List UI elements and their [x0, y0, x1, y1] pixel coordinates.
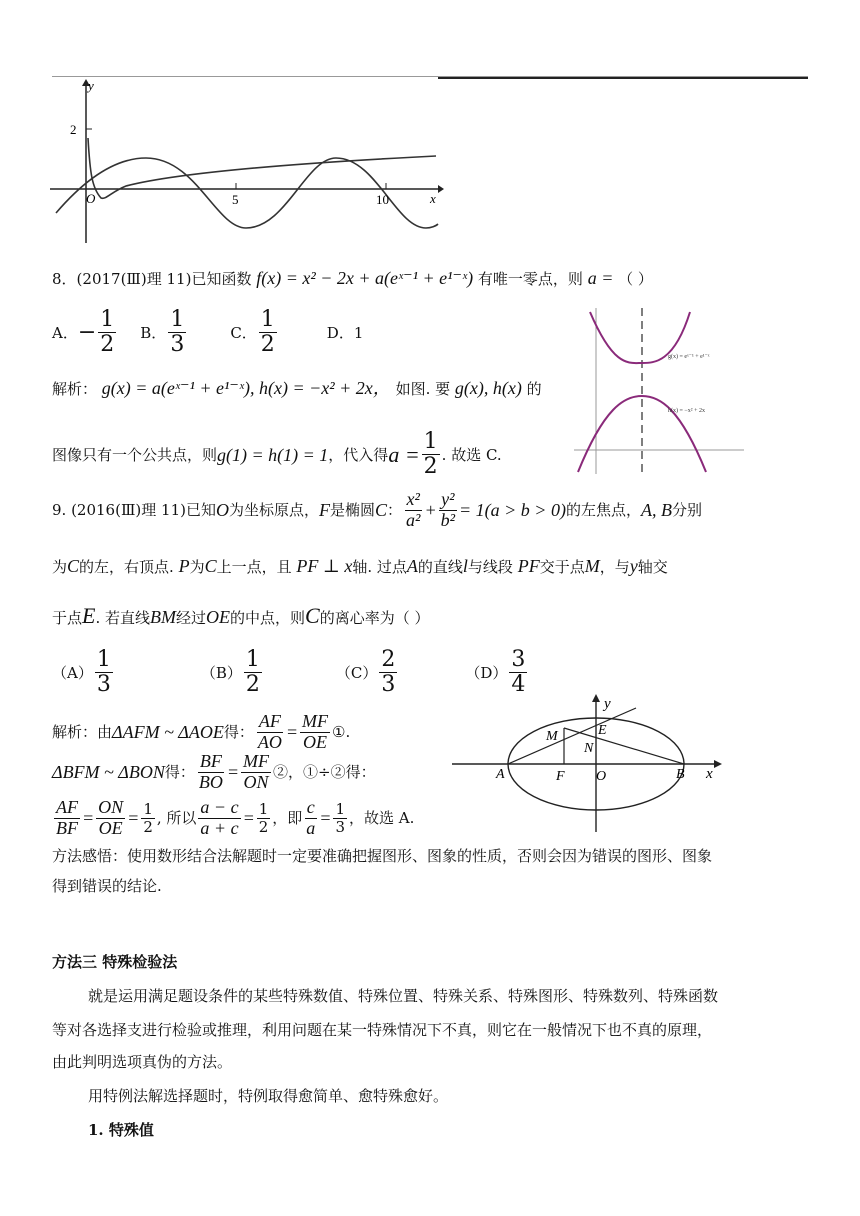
- method3-p1-line3: 由此判明选项真伪的方法。: [52, 1053, 233, 1071]
- q9-solution-line1: [52, 712, 350, 753]
- q8-analysis-end: . 故选 C.: [441, 445, 502, 464]
- q9-M: M: [584, 556, 600, 576]
- q9-sol-f8: $\frac{c}{a}$: [306, 797, 316, 838]
- q9-sol-f5: $\frac{AF}{BF}$: [56, 797, 78, 838]
- q9-sol-prefix: 解析：由: [52, 723, 113, 742]
- q8-function-graph: [574, 308, 744, 474]
- q8-analysis-formula: g(x) = a(eˣ⁻¹ + e¹⁻ˣ), h(x) = −x² + 2x，: [101, 378, 391, 398]
- q9-P: P: [178, 556, 190, 576]
- q9-l1-b: 为坐标原点，: [228, 501, 319, 520]
- q9-E: E: [82, 603, 96, 628]
- method3-p1-line2: 等对各选择支进行检验或推理，利用问题在某一特殊情况下不真，则它在一般情况下也不真的原理，: [52, 1021, 713, 1039]
- fig-A-label: A: [496, 767, 505, 782]
- q9-sol-sim1: ΔAFM ~ ΔAOE: [112, 722, 224, 743]
- q9-PF-perp: PF ⊥ x: [296, 556, 353, 576]
- fig-x-label: x: [706, 766, 713, 782]
- q9-opt-a-frac: $\frac{1}{3}$: [96, 647, 111, 698]
- q9-l2-c: 为: [189, 558, 205, 576]
- q9-F: F: [319, 500, 330, 521]
- q9-sol-f3: $\frac{BF}{BO}$: [198, 751, 223, 792]
- q8-opt-a-frac: $\frac{1}{2}$: [100, 307, 115, 358]
- graph1-origin: O: [86, 191, 96, 206]
- q8-analysis-de: 的: [526, 380, 542, 398]
- q8-analysis-eq: g(1) = h(1) = 1: [217, 444, 329, 465]
- q9-sol-f4: $\frac{MF}{ON}$: [243, 751, 270, 792]
- q8-stem: [52, 268, 653, 289]
- q9-stem-line1: 9. (2016(Ⅲ)理 11)已知 O 为坐标原点， F 是椭圆 C ： $\frac{\text{x²}}{\text{a²}}$ + $\frac{\text{y²}}{\text{b²}}$ = 1(a > b > 0) 的左焦点， A, B 分别: [52, 489, 702, 530]
- q9-l3-a: 于点: [52, 609, 83, 627]
- q9-l2-a: 为: [52, 558, 68, 576]
- ellipse-figure: [452, 692, 732, 834]
- q9-C: C: [375, 500, 388, 521]
- fig-N-label: N: [584, 741, 594, 756]
- q9-BM: BM: [150, 607, 177, 627]
- q9-opt-d-label: （D）: [465, 663, 508, 682]
- graph1-tick-10: 10: [376, 192, 389, 207]
- q8-analysis-line2: [52, 430, 502, 479]
- q9-sol-mark2: ②，①÷②得：: [273, 763, 376, 782]
- q9-l3-c: 经过: [176, 609, 207, 627]
- q9-l3-d: 的中点，则: [230, 609, 306, 627]
- fig-O-label: O: [596, 769, 607, 784]
- q9-l1-c: 是椭圆: [330, 501, 376, 520]
- q9-sol-eq2: =: [226, 762, 240, 783]
- q8-opt-a-sign: −: [77, 319, 97, 345]
- q8-analysis-prefix: 解析：: [52, 380, 98, 398]
- q9-l2-h: 交于点: [539, 558, 585, 576]
- q9-solution-line2: [52, 752, 376, 793]
- q9-sol-half1: $\frac{1}{2}$: [143, 800, 153, 836]
- insight-line2: 得到错误的结论.: [52, 877, 162, 895]
- q8-analysis-frac: $\frac{1}{2}$: [423, 429, 438, 480]
- method3-p2: 用特例法解选择题时，特例取得愈简单、愈特殊愈好。: [88, 1087, 449, 1105]
- q9-solution-line3: [52, 798, 414, 839]
- fig-M-label: M: [546, 729, 558, 744]
- q8-stem-prefix: 8．(2017(Ⅲ)理 11)已知函数: [52, 270, 252, 288]
- q9-l1-a: 9. (2016(Ⅲ)理 11)已知: [52, 501, 216, 520]
- method3-sub1: 1. 特殊值: [88, 1121, 154, 1139]
- q8-opt-b-frac: $\frac{1}{3}$: [170, 307, 185, 358]
- q9-l2-f: 的直线: [417, 558, 463, 576]
- q9-AB: A, B: [640, 500, 672, 521]
- q9-l2-b: 的左，右顶点.: [79, 558, 174, 576]
- q9-sol-f2: $\frac{MF}{OE}$: [302, 711, 329, 752]
- method3-title: 方法三 特殊检验法: [52, 953, 178, 971]
- fig-E-label: E: [598, 723, 607, 738]
- q9-opt-b-frac: $\frac{1}{2}$: [245, 647, 260, 698]
- q9-sol-eq6: =: [319, 808, 332, 829]
- q9-sol-end: ，故选 A.: [348, 809, 415, 828]
- graph1-tick-2: 2: [70, 122, 77, 137]
- h-label: h(x) = −x² + 2x: [668, 408, 705, 414]
- q8-analysis-a: a =: [388, 441, 420, 467]
- g-label: g(x) = eˣ⁻¹ + e¹⁻ˣ: [668, 354, 710, 360]
- q8-analysis-mid: 如图. 要: [395, 380, 451, 398]
- q9-l2-C2: C: [204, 556, 217, 576]
- q9-l3-e: 的离心率为（ ）: [319, 609, 430, 627]
- q8-opt-c-frac: $\frac{1}{2}$: [260, 307, 275, 358]
- q9-sol-de2: 得：: [164, 763, 195, 782]
- q8-function: f(x) = x² − 2x + a(eˣ⁻¹ + e¹⁻ˣ): [256, 268, 474, 288]
- q9-l3-b: . 若直线: [95, 609, 151, 627]
- q9-sol-so: , 所以: [156, 809, 197, 828]
- q9-sol-eq1: =: [285, 722, 299, 743]
- q9-ell-rest: = 1(a > b > 0): [459, 500, 566, 521]
- q8-options: [52, 308, 363, 357]
- line-BM: [564, 728, 684, 764]
- q9-sol-f1: $\frac{AF}{AO}$: [257, 711, 282, 752]
- q8-analysis-gh: g(x), h(x): [454, 378, 522, 398]
- q9-sol-f7: $\frac{a - c}{a + c}$: [200, 797, 239, 838]
- q9-l1-e: 分别: [671, 501, 702, 520]
- q8-stem-suffix: 有唯一零点，则: [477, 270, 583, 288]
- q9-A: A: [406, 556, 418, 576]
- q9-sol-sim2: ΔBFM ~ ΔBON: [52, 762, 165, 783]
- function-graph-1: [46, 78, 446, 243]
- q9-sol-de: 得：: [223, 723, 254, 742]
- graph1-y-label: y: [88, 78, 94, 93]
- q9-l2-j: 轴交: [637, 558, 668, 576]
- q9-sol-ji: ，即: [272, 809, 303, 828]
- q8-analysis-l2-mid: ，代入得: [328, 445, 389, 464]
- q8-opt-b-label: B．: [140, 323, 167, 342]
- q9-opt-d-frac: $\frac{3}{4}$: [511, 647, 526, 698]
- q9-sol-eq5: =: [242, 808, 255, 829]
- q9-l: l: [462, 556, 468, 576]
- fig-B-label: B: [676, 767, 685, 782]
- fig-F-label: F: [556, 769, 565, 784]
- q8-analysis-line1: [52, 378, 542, 399]
- fig-y-label: y: [604, 696, 611, 712]
- q9-stem-line2: [52, 556, 668, 577]
- q8-opt-c-label: C．: [230, 323, 257, 342]
- q9-OE: OE: [206, 607, 231, 627]
- q9-l1-d: 的左焦点，: [565, 501, 641, 520]
- graph1-x-label: x: [430, 191, 436, 206]
- insight-line1: 方法感悟：使用数形结合法解题时一定要准确把握图形、图象的性质，否则会因为错误的图形、图象: [52, 847, 713, 865]
- q9-opt-b-label: （B）: [200, 663, 242, 682]
- q9-sol-mark1: ①.: [332, 723, 351, 742]
- q9-sol-f6: $\frac{ON}{OE}$: [98, 797, 124, 838]
- graph1-tick-5: 5: [232, 192, 239, 207]
- q9-options: [52, 648, 529, 697]
- q9-stem-line3: [52, 603, 430, 628]
- q9-l2-i: ，与: [599, 558, 630, 576]
- q9-l3-C: C: [305, 603, 320, 628]
- q9-sol-eq3: =: [82, 808, 95, 829]
- q9-opt-c-label: （C）: [335, 663, 378, 682]
- q8-a-eq: a =: [587, 268, 614, 288]
- q9-frac-x: $\frac{\text{x²}}{\text{a²}}$: [406, 489, 421, 530]
- method3-p1-line1: 就是运用满足题设条件的某些特殊数值、特殊位置、特殊关系、特殊图形、特殊数列、特殊函数: [88, 987, 719, 1005]
- q9-O: O: [215, 500, 229, 521]
- header-rule-dark: [438, 77, 808, 79]
- q9-colon: ：: [387, 501, 403, 520]
- q9-l2-g: 与线段: [467, 558, 513, 576]
- q9-l2-e: 轴. 过点: [352, 558, 407, 576]
- q9-l2-C: C: [67, 556, 80, 576]
- q9-frac-y: $\frac{\text{y²}}{\text{b²}}$: [440, 489, 456, 530]
- q8-paren: （ ）: [618, 270, 653, 288]
- q9-sol-eq4: =: [127, 808, 140, 829]
- q9-sol-third: $\frac{1}{3}$: [335, 800, 345, 836]
- q8-analysis-l2-prefix: 图像只有一个公共点，则: [52, 445, 218, 464]
- q9-y: y: [629, 556, 638, 576]
- q8-opt-d: D．1: [326, 323, 364, 342]
- q9-sol-half2: $\frac{1}{2}$: [258, 800, 269, 836]
- q9-l2-d: 上一点，且: [216, 558, 292, 576]
- q9-opt-a-label: （A）: [52, 663, 93, 682]
- q9-PF: PF: [517, 556, 540, 576]
- q8-opt-a-label: A．: [52, 323, 78, 342]
- q9-opt-c-frac: $\frac{2}{3}$: [381, 647, 396, 698]
